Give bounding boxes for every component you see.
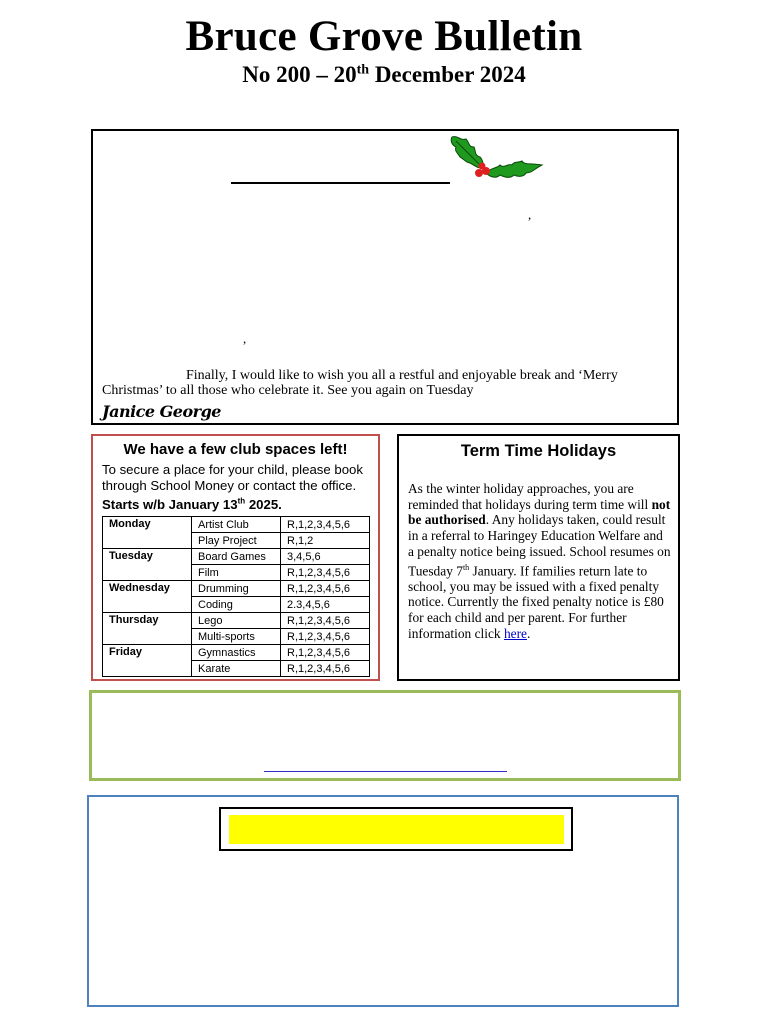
club-year-groups: 2.3,4,5,6 [281,597,370,613]
club-name: Board Games [192,549,281,565]
stray-comma: , [528,207,532,222]
club-name: Film [192,565,281,581]
issue-suffix: December 2024 [369,62,526,87]
start-date-ordinal: th [237,497,246,506]
club-year-groups: 3,4,5,6 [281,549,370,565]
term-time-heading: Term Time Holidays [460,442,617,460]
club-name: Drumming [192,581,281,597]
holly-leaf-right [486,161,542,177]
club-name: Play Project [192,533,281,549]
holly-icon [448,133,546,183]
heading-underline [231,182,450,184]
holly-berry [475,169,483,177]
term-text-part: January. If families return late to school, you may be issued with a fixed penalty notice. Currently the fixed penalty notice is £80 for each child and per parent. For further information click [408,562,664,641]
headteacher-signature: Janice George [102,402,221,421]
clubs-table [102,516,370,677]
stray-comma: , [243,331,247,346]
club-year-groups: R,1,2,3,4,5,6 [281,629,370,645]
club-row [103,613,370,629]
link-underline[interactable] [264,771,507,772]
club-year-groups: R,1,2,3,4,5,6 [281,517,370,533]
term-text-part: . Any holidays taken, could result in a referral to Haringey Education Welfare and a penalty notice being issued. School resumes on Tuesday 7 [408,512,671,578]
club-day: Friday [103,645,192,677]
green-notice-box [89,690,681,781]
club-name: Coding [192,597,281,613]
club-day: Monday [103,517,192,549]
club-row [103,549,370,565]
club-day: Tuesday [103,549,192,581]
club-name: Karate [192,661,281,677]
club-name: Gymnastics [192,645,281,661]
club-year-groups: R,1,2,3,4,5,6 [281,565,370,581]
term-text-part: . [527,625,531,641]
info-link[interactable]: here [503,625,527,641]
start-date-text: Starts w/b January 13 [102,497,238,513]
club-day: Wednesday [103,581,192,613]
club-name: Multi-sports [192,629,281,645]
term-text-part: As the winter holiday approaches, you are reminded that holidays during term time will [408,481,652,512]
bulletin-title: Bruce Grove Bulletin [185,13,583,60]
issue-ordinal: th [356,62,370,78]
club-name: Artist Club [192,517,281,533]
closing-paragraph: Finally, I would like to wish you all a restful and enjoyable break and ‘Merry Christmas’ to all those who celebrate it. See you again on Tuesday [102,368,618,398]
clubs-start-date [102,497,282,512]
issue-prefix: No 200 – 20 [242,62,357,87]
holly-berry [479,163,486,170]
club-year-groups: R,1,2,3,4,5,6 [281,581,370,597]
club-year-groups: R,1,2,3,4,5,6 [281,661,370,677]
term-text-emphasis: not be authorised [408,496,671,528]
yellow-highlight [229,815,564,844]
club-year-groups: R,1,2,3,4,5,6 [281,645,370,661]
clubs-intro [102,462,374,513]
term-text-ordinal: th [462,562,470,572]
club-name: Lego [192,613,281,629]
start-date-year: 2025. [245,497,282,513]
club-year-groups: R,1,2,3,4,5,6 [281,613,370,629]
issue-line [0,62,768,88]
club-year-groups: R,1,2 [281,533,370,549]
term-time-text [408,481,672,642]
clubs-heading: We have a few club spaces left! [123,441,348,458]
club-row [103,581,370,597]
clubs-table-body [103,517,370,677]
club-row [103,645,370,661]
club-day: Thursday [103,613,192,645]
clubs-intro-text: To secure a place for your child, please book through School Money or contact the office. [102,462,363,493]
club-row [103,517,370,533]
